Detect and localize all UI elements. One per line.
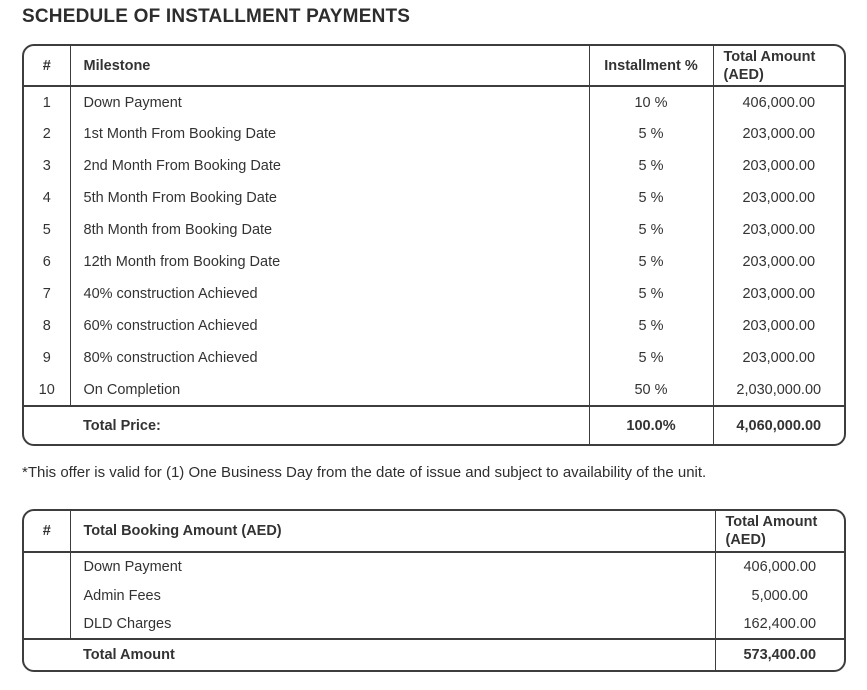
total-amount-cell: 573,400.00 — [715, 639, 844, 670]
installment-cell: 5 % — [589, 182, 713, 214]
amount-cell: 5,000.00 — [715, 581, 844, 610]
total-price-label: Total Price: — [24, 406, 589, 444]
amount-cell: 203,000.00 — [742, 158, 816, 174]
table-row — [24, 214, 844, 246]
header-total-amount: Total Amount (AED) — [715, 511, 844, 552]
milestone-cell: 60% construction Achieved — [83, 318, 258, 334]
installment-cell: 10 % — [589, 86, 713, 118]
row-num: 2 — [24, 118, 70, 150]
table-row — [24, 246, 844, 278]
row-num: 5 — [24, 214, 70, 246]
table-row — [24, 278, 844, 310]
milestone-cell: 12th Month from Booking Date — [83, 254, 281, 270]
row-num: 8 — [24, 310, 70, 342]
amount-cell: 203,000.00 — [742, 126, 816, 142]
header-num: # — [24, 46, 70, 86]
table-row — [24, 581, 844, 610]
installments-table-wrapper — [22, 44, 846, 446]
milestone-cell: 8th Month from Booking Date — [83, 222, 273, 238]
amount-cell: 203,000.00 — [742, 286, 816, 302]
installment-cell: 50 % — [589, 374, 713, 406]
booking-table-wrapper — [22, 509, 846, 672]
installment-cell: 5 % — [589, 246, 713, 278]
milestone-cell: 40% construction Achieved — [83, 286, 258, 302]
header-milestone: Milestone — [70, 46, 589, 86]
header-total-amount: Total Amount (AED) — [713, 46, 844, 86]
milestone-cell: 2nd Month From Booking Date — [83, 158, 281, 174]
milestone-cell: Down Payment — [83, 94, 182, 111]
offer-validity-note: *This offer is valid for (1) One Business Day from the date of issue and subject to availability of the unit. — [22, 464, 707, 481]
milestone-cell: 80% construction Achieved — [83, 350, 258, 366]
table-row — [24, 610, 844, 639]
amount-cell: 2,030,000.00 — [736, 381, 822, 398]
amount-cell: 203,000.00 — [742, 350, 816, 366]
total-amount-row — [24, 639, 844, 670]
amount-cell: 203,000.00 — [742, 254, 816, 270]
header-installment: Installment % — [589, 46, 713, 86]
booking-table — [24, 511, 844, 670]
row-num: 10 — [24, 374, 70, 406]
installment-cell: 5 % — [589, 342, 713, 374]
header-booking-label: Total Booking Amount (AED) — [70, 511, 715, 552]
table-row — [24, 86, 844, 118]
header-num: # — [24, 511, 70, 552]
booking-header-row — [24, 511, 844, 552]
total-installment-cell: 100.0% — [589, 406, 713, 444]
row-num: 1 — [24, 86, 70, 118]
amount-cell: 406,000.00 — [742, 94, 816, 111]
installments-table — [24, 46, 844, 444]
milestone-cell: 5th Month From Booking Date — [83, 190, 277, 206]
booking-item-cell: Down Payment — [83, 559, 182, 575]
installment-cell: 5 % — [589, 118, 713, 150]
total-amount-cell: 4,060,000.00 — [713, 406, 844, 444]
table-row — [24, 342, 844, 374]
row-num: 7 — [24, 278, 70, 310]
installments-header-row — [24, 46, 844, 86]
table-row — [24, 552, 844, 581]
table-row — [24, 118, 844, 150]
booking-item-cell: Admin Fees — [83, 587, 161, 604]
row-num — [24, 610, 70, 639]
milestone-cell: On Completion — [83, 381, 181, 398]
booking-item-cell: DLD Charges — [83, 616, 172, 632]
amount-cell: 406,000.00 — [715, 552, 844, 581]
row-num: 9 — [24, 342, 70, 374]
row-num: 3 — [24, 150, 70, 182]
amount-cell: 203,000.00 — [742, 222, 816, 238]
row-num: 6 — [24, 246, 70, 278]
installment-cell: 5 % — [589, 214, 713, 246]
row-num — [24, 581, 70, 610]
installment-cell: 5 % — [589, 150, 713, 182]
installment-cell: 5 % — [589, 310, 713, 342]
row-num: 4 — [24, 182, 70, 214]
page-title: SCHEDULE OF INSTALLMENT PAYMENTS — [22, 6, 411, 27]
amount-cell: 203,000.00 — [742, 190, 816, 206]
total-price-row — [24, 406, 844, 444]
amount-cell: 203,000.00 — [742, 318, 816, 334]
table-row — [24, 374, 844, 406]
table-row — [24, 310, 844, 342]
row-num — [24, 552, 70, 581]
table-row — [24, 150, 844, 182]
milestone-cell: 1st Month From Booking Date — [83, 126, 277, 142]
installment-cell: 5 % — [589, 278, 713, 310]
amount-cell: 162,400.00 — [715, 610, 844, 639]
table-row — [24, 182, 844, 214]
total-amount-label: Total Amount — [24, 639, 715, 670]
